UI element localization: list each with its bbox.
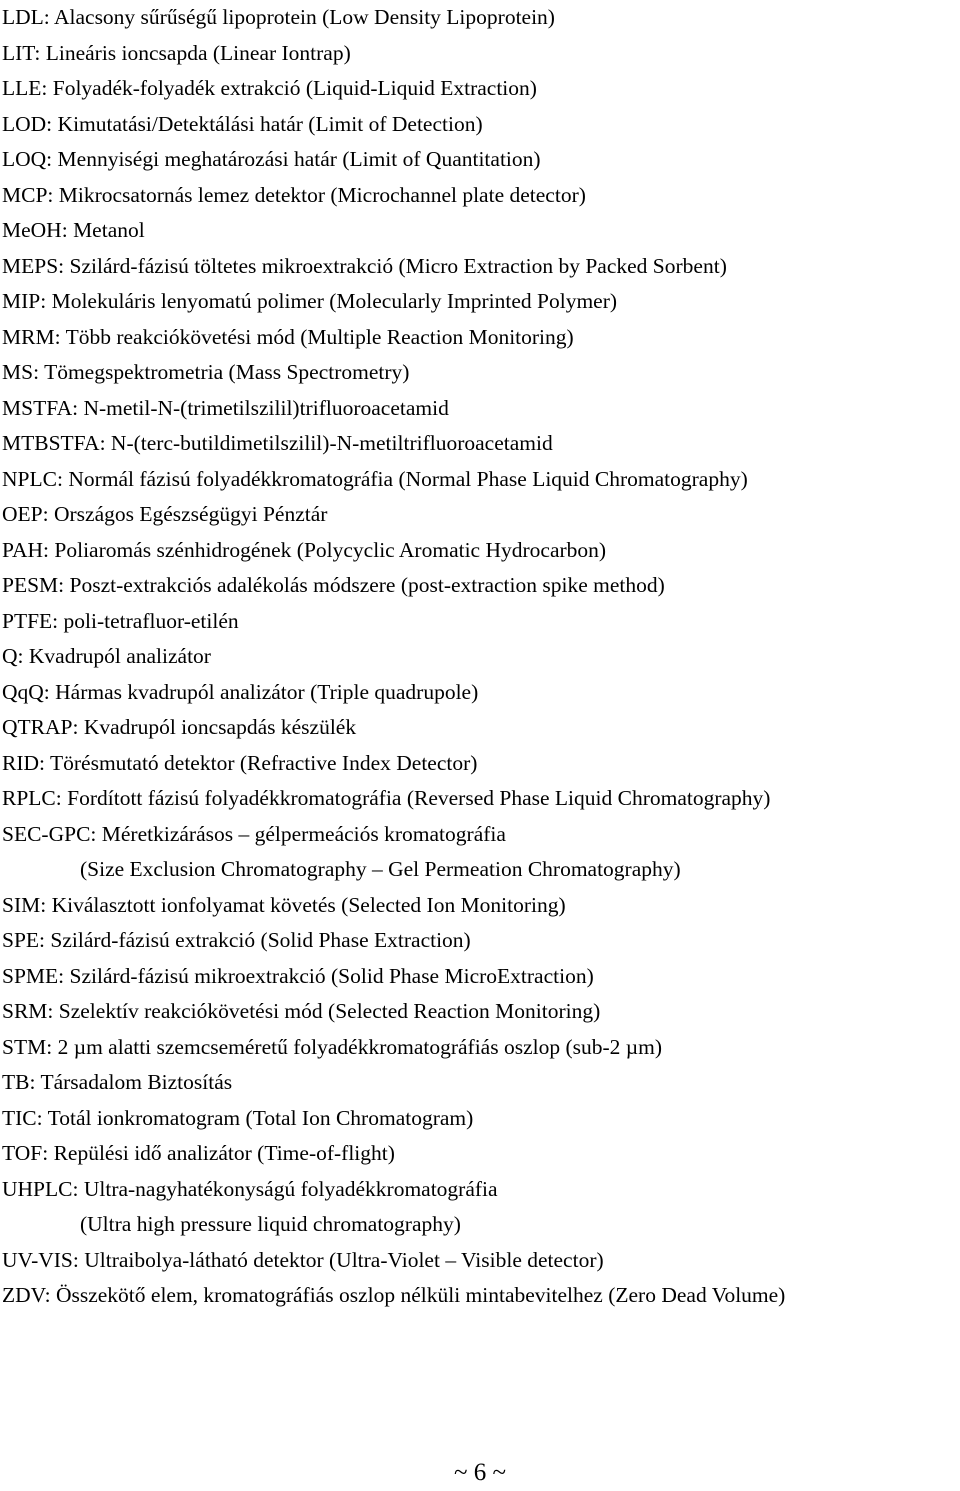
abbreviation-definition: Mennyiségi meghatározási határ (Limit of Quantitation) [57,147,541,171]
abbreviation-definition: Mikrocsatornás lemez detektor (Microchannel plate detector) [58,182,586,207]
abbreviation-term: PTFE: [2,608,59,633]
abbreviation-definition: Lineáris ioncsapda (Linear Iontrap) [45,40,351,65]
abbreviation-term: OEP: [2,502,49,526]
abbreviation-term: SPME: [2,963,65,988]
abbreviation-entry [2,426,958,462]
abbreviation-definition: Törésmutató detektor (Refractive Index Detector) [50,750,478,775]
abbreviation-definition: Összekötő elem, kromatográfiás oszlop nélküli mintabevitelhez (Zero Dead Volume) [55,1283,786,1307]
abbreviation-entry [2,710,958,746]
abbreviation-definition: N-metil-N-(trimetilszilil)trifluoroacetamid [83,395,449,420]
abbreviation-definition: poli-tetrafluor-etilén [63,608,239,633]
abbreviation-definition: Molekuláris lenyomatú polimer (Molecularly Imprinted Polymer) [51,289,618,313]
abbreviation-term: LOD: [2,111,53,136]
abbreviation-entry [2,462,958,498]
abbreviation-entry [2,249,958,285]
abbreviation-entry [2,71,958,107]
abbreviation-entry [2,1065,958,1101]
abbreviation-term: MIP: [2,289,47,313]
abbreviation-entry [2,0,958,36]
abbreviation-entry [2,391,958,427]
abbreviation-entry [2,497,958,533]
abbreviation-entry [2,568,958,604]
abbreviation-term: MRM: [2,324,61,349]
abbreviation-entry [2,1030,958,1066]
abbreviation-definition: Hármas kvadrupól analizátor (Triple quadrupole) [55,679,479,704]
abbreviation-definition: Normál fázisú folyadékkromatográfia (Normal Phase Liquid Chromatography) [68,466,748,491]
abbreviation-entry [2,994,958,1030]
abbreviation-term: ZDV: [2,1283,51,1307]
abbreviation-definition: Szilárd-fázisú extrakció (Solid Phase Extraction) [50,928,471,952]
abbreviation-definition: Ultra-nagyhatékonyságú folyadékkromatográfia [83,1176,498,1201]
abbreviation-definition: N-(terc-butildimetilszilil)-N-metiltrifluoroacetamid [110,431,553,455]
abbreviation-term: UV-VIS: [2,1247,79,1272]
abbreviation-term: MCP: [2,182,54,207]
abbreviation-entry [2,284,958,320]
abbreviation-term: TOF: [2,1141,49,1165]
abbreviation-definition: Kimutatási/Detektálási határ (Limit of Detection) [57,111,483,136]
abbreviation-definition: Szelektív reakciókövetési mód (Selected Reaction Monitoring) [58,999,601,1023]
abbreviation-term: MTBSTFA: [2,431,106,455]
abbreviation-term: SEC-GPC: [2,821,97,846]
abbreviation-entry [2,817,958,888]
abbreviation-definition: Társadalom Biztosítás [40,1070,233,1094]
abbreviation-definition: Méretkizárásos – gélpermeációs kromatográfia [101,821,506,846]
abbreviation-definition: Kiválasztott ionfolyamat követés (Selected Ion Monitoring) [51,892,566,917]
abbreviation-entry [2,604,958,640]
abbreviation-list [2,0,958,1314]
abbreviation-definition: Totál ionkromatogram (Total Ion Chromatogram) [47,1105,474,1130]
abbreviation-definition: Alacsony sűrűségű lipoprotein (Low Density Lipoprotein) [53,5,555,29]
abbreviation-term: PESM: [2,573,65,597]
abbreviation-term: TB: [2,1070,36,1094]
abbreviation-definition: Folyadék-folyadék extrakció (Liquid-Liquid Extraction) [52,76,537,100]
abbreviation-term: QqQ: [2,679,50,704]
abbreviation-entry [2,1278,958,1314]
abbreviation-definition: Szilárd-fázisú töltetes mikroextrakció (Micro Extraction by Packed Sorbent) [69,253,727,278]
abbreviation-term: TIC: [2,1105,43,1130]
abbreviation-entry [2,959,958,995]
abbreviation-term: RPLC: [2,786,62,810]
abbreviation-term: MS: [2,360,40,384]
abbreviation-definition: Kvadrupól analizátor [28,644,211,668]
abbreviation-definition: Kvadrupól ioncsapdás készülék [83,715,357,739]
abbreviation-entry [2,36,958,72]
abbreviation-term: LOQ: [2,147,53,171]
abbreviation-entry [2,1101,958,1137]
abbreviation-term: RID: [2,750,45,775]
abbreviation-definition: Több reakciókövetési mód (Multiple Reaction Monitoring) [65,324,574,349]
abbreviation-entry [2,142,958,178]
abbreviation-definition: Repülési idő analizátor (Time-of-flight) [53,1141,395,1165]
abbreviation-definition: Poszt-extrakciós adalékolás módszere (post-extraction spike method) [69,573,665,597]
abbreviation-term: SRM: [2,999,54,1023]
abbreviation-term: MeOH: [2,218,68,242]
abbreviation-definition: Országos Egészségügyi Pénztár [53,502,328,526]
abbreviation-entry [2,675,958,711]
abbreviation-term: SPE: [2,928,46,952]
abbreviation-term: MSTFA: [2,395,79,420]
abbreviation-term: Q: [2,644,24,668]
abbreviation-entry [2,1172,958,1243]
abbreviation-entry [2,533,958,569]
abbreviation-definition: Poliaromás szénhidrogének (Polycyclic Aromatic Hydrocarbon) [54,537,607,562]
abbreviation-entry [2,746,958,782]
abbreviation-entry [2,178,958,214]
abbreviation-definition: 2 µm alatti szemcseméretű folyadékkromatográfiás oszlop (sub-2 µm) [57,1034,663,1059]
abbreviation-entry [2,355,958,391]
abbreviation-term: STM: [2,1034,53,1059]
abbreviation-entry [2,1243,958,1279]
abbreviation-term: LDL: [2,5,50,29]
abbreviation-entry [2,639,958,675]
abbreviation-entry [2,923,958,959]
abbreviation-definition-continuation: (Size Exclusion Chromatography – Gel Permeation Chromatography) [80,857,681,881]
abbreviation-entry [2,107,958,143]
abbreviation-entry [2,213,958,249]
abbreviation-entry [2,781,958,817]
abbreviation-term: PAH: [2,537,50,562]
abbreviation-term: QTRAP: [2,715,79,739]
abbreviation-term: MEPS: [2,253,65,278]
abbreviation-definition: Ultraibolya-látható detektor (Ultra-Violet – Visible detector) [84,1247,604,1272]
abbreviation-term: LLE: [2,76,48,100]
abbreviation-term: LIT: [2,40,41,65]
abbreviation-entry [2,888,958,924]
abbreviation-definition: Szilárd-fázisú mikroextrakció (Solid Phase MicroExtraction) [69,963,594,988]
page-number: ~ 6 ~ [453,1459,507,1486]
abbreviation-definition-continuation: (Ultra high pressure liquid chromatography) [80,1212,461,1236]
abbreviation-term: NPLC: [2,466,63,491]
abbreviation-definition: Metanol [73,218,145,242]
abbreviation-definition: Tömegspektrometria (Mass Spectrometry) [44,360,410,384]
abbreviation-term: UHPLC: [2,1176,79,1201]
abbreviation-entry [2,1136,958,1172]
abbreviation-definition: Fordított fázisú folyadékkromatográfia (Reversed Phase Liquid Chromatography) [67,786,771,810]
abbreviation-entry [2,320,958,356]
abbreviation-term: SIM: [2,892,47,917]
